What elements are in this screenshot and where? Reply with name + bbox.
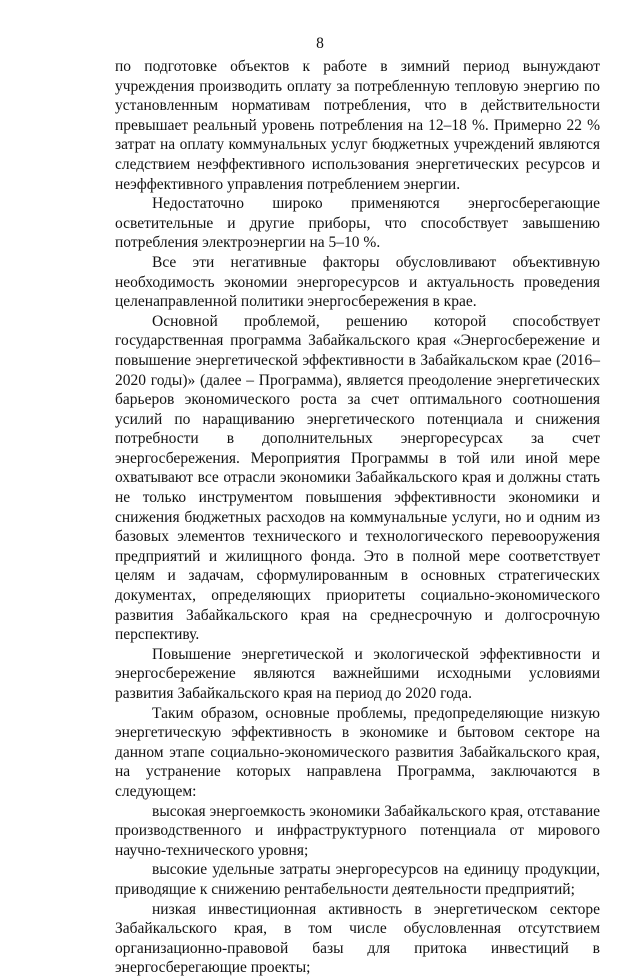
- paragraph-problem-specific-costs: высокие удельные затраты энергоресурсов на единицу продукции, приводящие к снижению рентабельности деятельности предприятий;: [115, 861, 600, 898]
- paragraph-main-problem: Основной проблемой, решению которой способствует государственная программа Забайкальского края «Энергосбережение и повышение энергетической эффективности в Забайкальском крае (2016–2020 годы)» (далее – Программа), является преодоление энергетических барьеров экономического роста за счет оптимального соотношения усилий по наращиванию энергетического потенциала и снижения потребности в дополнительных энергоресурсах за счет энергосбережения. Мероприятия Программы в той или иной мере охватывают все отрасли экономики Забайкальского края и должны стать не только инструментом повышения эффективности экономики и снижения бюджетных расходов на коммунальные услуги, но и одним из базовых элементов технического и технологического перевооружения предприятий и жилищного фонда. Это в полной мере соответствует целям и задачам, сформулированным в основных стратегических документах, определяющих приоритеты социально-экономического развития Забайкальского края на среднесрочную и долгосрочную перспективу.: [115, 312, 600, 644]
- paragraph-problem-energy-intensity: высокая энергоемкость экономики Забайкальского края, отставание производственного и инфраструктурного потенциала от мирового научно-технического уровня;: [115, 802, 600, 859]
- paragraph-efficiency-conditions: Повышение энергетической и экологической эффективности и энергосбережение являются важнейшими исходными условиями развития Забайкальского края на период до 2020 года.: [115, 645, 600, 702]
- paragraph-continuation: по подготовке объектов к работе в зимний период вынуждают учреждения производить оплату за потребленную тепловую энергию по установленным нормативам потребления, что в действительности превышает реальный уровень потребления на 12–18 %. Примерно 22 % затрат на оплату коммунальных услуг бюджетных учреждений являются следствием неэффективного использования энергетических ресурсов и неэффективного управления потреблением энергии.: [115, 58, 600, 193]
- paragraph-key-problems-intro: Таким образом, основные проблемы, предопределяющие низкую энергетическую эффективность в экономике и бытовом секторе на данном этапе социально-экономического развития Забайкальского края, на устранение которых направлена Программа, заключаются в следующем:: [115, 704, 600, 800]
- paragraph-problem-investment: низкая инвестиционная активность в энергетическом секторе Забайкальского края, в том числе обусловленная отсутствием организационно-правовой базы для притока инвестиций в энергосберегающие проекты;: [115, 900, 600, 977]
- page-number: 8: [316, 35, 324, 52]
- paragraph-lighting-devices: Недостаточно широко применяются энергосберегающие осветительные и другие приборы, что способствует завышению потребления электроэнергии на 5–10 %.: [115, 195, 600, 252]
- document-body: [115, 57, 600, 978]
- paragraph-negative-factors: Все эти негативные факторы обусловливают объективную необходимость экономии энергоресурсов и актуальность проведения целенаправленной политики энергосбережения в крае.: [115, 253, 600, 311]
